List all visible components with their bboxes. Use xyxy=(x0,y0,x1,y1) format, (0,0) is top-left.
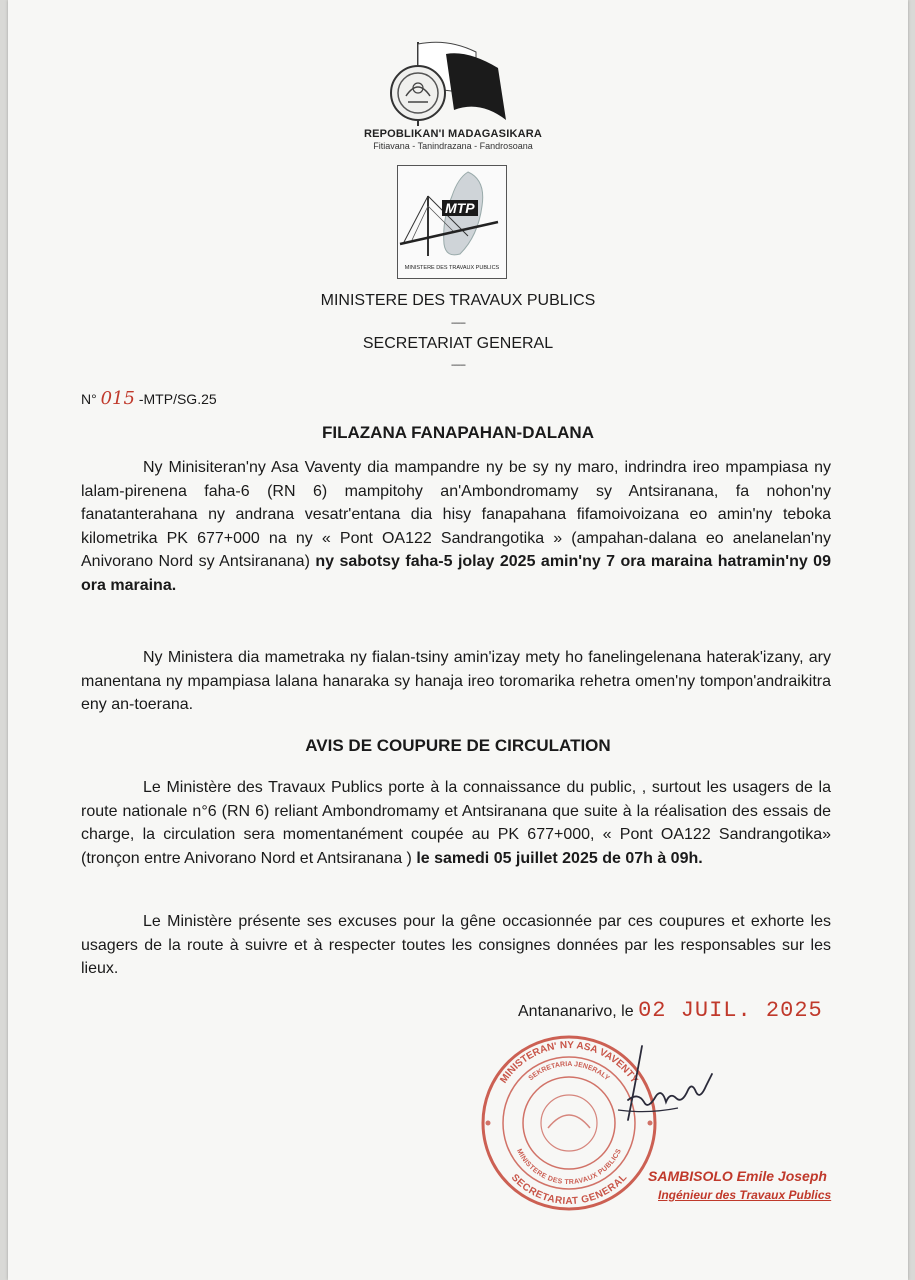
stamp-inner-bottom-text: MINISTERE DES TRAVAUX PUBLICS xyxy=(515,1148,623,1187)
french-paragraph-1-text: Le Ministère des Travaux Publics porte à la connaissance du public, , surtout les usagers de la route nationale n°6 (RN 6) reliant Ambondromamy et Antsiranana que suite à la réalisation des essais de charge, la circulation sera momentanément coupée au PK 677+000, « Pont OA122 Sandrangotika» (tronçon entre Anivorano Nord et Antsiranana ) xyxy=(81,779,831,867)
reference-prefix: N° xyxy=(81,391,97,407)
mtp-logo-text: MTP xyxy=(442,200,478,216)
malagasy-title: FILAZANA FANAPAHAN-DALANA xyxy=(322,423,594,442)
stamp-outer-bottom-text: SECRETARIAT GENERAL xyxy=(508,1172,630,1208)
document-sheet xyxy=(8,0,908,1280)
french-paragraph-2: Le Ministère présente ses excuses pour la gêne occasionnée par ces coupures et exhorte les usagers de la route à suivre et à respecter toutes les consignes données par les responsables sur les lieux. xyxy=(81,913,831,977)
place-and-date xyxy=(518,998,823,1023)
place-text: Antananarivo, le xyxy=(518,1003,634,1020)
date-stamp: 02 JUIL. 2025 xyxy=(638,998,823,1023)
separator: ------ xyxy=(451,360,465,371)
reference-number xyxy=(81,388,217,409)
national-emblem-icon xyxy=(388,38,513,128)
mtp-logo xyxy=(397,165,507,279)
reference-handwritten-number: 015 xyxy=(100,388,135,409)
separator: ------ xyxy=(451,318,465,329)
republic-motto: Fitiavana - Tanindrazana - Fandrosoana xyxy=(373,141,533,151)
malagasy-paragraph-1-date: ny sabotsy faha-5 jolay 2025 amin'ny 7 ora maraina hatramin'ny 09 ora maraina. xyxy=(81,553,831,594)
malagasy-paragraph-1 xyxy=(81,456,831,597)
signer-name: SAMBISOLO Emile Joseph xyxy=(648,1168,827,1184)
malagasy-paragraph-2: Ny Ministera dia mametraka ny fialan-tsiny amin'izay mety ho fanelingelenana haterak'izany, ary manentana ny mpampiasa lalana hanaraka sy hanaja ireo toromarika rehetra omen'ny tompon'andraikitra eny an-toerana. xyxy=(81,649,831,713)
mtp-logo-caption: MINISTERE DES TRAVAUX PUBLICS xyxy=(404,265,500,271)
malagasy-paragraph-1-text: Ny Minisiteran'ny Asa Vaventy dia mampandre ny be sy ny maro, indrindra ireo mpampiasa ny lalam-pirenena faha-6 (RN 6) mampitohy an'Ambondromamy sy Antsiranana, fa nohon'ny fanatanterahana ny andrana vesatr'entana dia hisy fanapahana fifamoivoizana eo amin'ny teboka kilometrika PK 677+000 na ny « Pont OA122 Sandrangotika » (ampahan-dalana eo anelanelan'ny Anivorano Nord sy Antsiranana) xyxy=(81,459,831,570)
republic-title: REPOBLIKAN'I MADAGASIKARA xyxy=(363,128,543,140)
french-paragraph-1 xyxy=(81,776,831,870)
stamp-inner-top-text: SEKRETARIA JENERALY xyxy=(527,1060,611,1083)
svg-text:MINISTERE DES TRAVAUX PUBLICS xyxy=(515,1148,623,1186)
stamp-outer-top-text: MINISTERAN' NY ASA VAVENTY xyxy=(498,1039,640,1086)
french-title: AVIS DE COUPURE DE CIRCULATION xyxy=(305,736,611,755)
handwritten-signature-icon xyxy=(608,1040,728,1130)
svg-text:SECRETARIAT GENERAL xyxy=(508,1172,629,1207)
ministry-name: MINISTERE DES TRAVAUX PUBLICS xyxy=(320,292,596,309)
french-paragraph-1-date: le samedi 05 juillet 2025 de 07h à 09h. xyxy=(416,849,703,867)
reference-suffix: -MTP/SG.25 xyxy=(138,391,217,407)
secretariat-name: SECRETARIAT GENERAL xyxy=(362,335,554,352)
signer-title: Ingénieur des Travaux Publics xyxy=(658,1188,832,1202)
